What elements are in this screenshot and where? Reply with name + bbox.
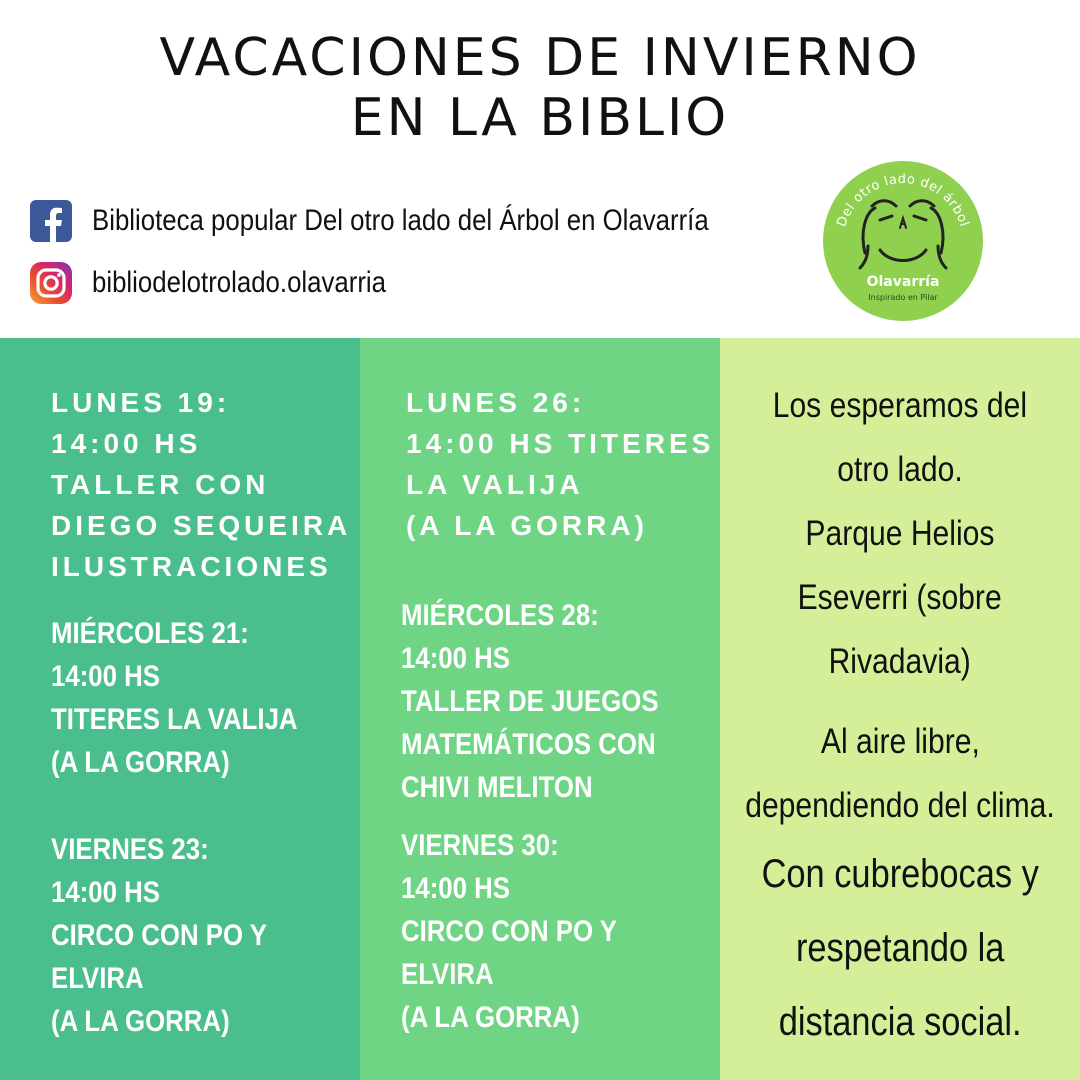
info-column xyxy=(720,338,1080,1080)
event-line: 14:00 HS xyxy=(401,872,511,905)
event-line: TALLER CON xyxy=(51,469,270,500)
event-line: (A LA GORRA) xyxy=(51,1005,230,1038)
event-line: TITERES LA VALIJA xyxy=(51,703,298,736)
event-miercoles-28 xyxy=(401,594,659,809)
instagram-row xyxy=(30,262,434,304)
event-line: 14:00 HS xyxy=(51,660,161,693)
event-line: 14:00 HS TITERES xyxy=(406,428,715,459)
info-line: dependiendo del clima. xyxy=(745,786,1055,825)
event-line: CHIVI MELITON xyxy=(401,771,593,804)
event-line: LUNES 19: xyxy=(51,387,231,418)
title-line-1: VACACIONES DE INVIERNO xyxy=(159,28,921,88)
event-line: DIEGO SEQUEIRA xyxy=(51,510,352,541)
event-line: (A LA GORRA) xyxy=(406,510,648,541)
event-line: VIERNES 23: xyxy=(51,833,209,866)
facebook-page-name: Biblioteca popular Del otro lado del Árbol en Olavarría xyxy=(92,204,709,237)
event-line: ILUSTRACIONES xyxy=(51,551,332,582)
event-line: ELVIRA xyxy=(51,962,144,995)
event-line: MATEMÁTICOS CON xyxy=(401,728,656,761)
event-line: (A LA GORRA) xyxy=(401,1001,580,1034)
event-line: (A LA GORRA) xyxy=(51,746,230,779)
info-line: distancia social. xyxy=(778,1000,1022,1044)
info-line: otro lado. xyxy=(837,450,963,489)
event-line: CIRCO CON PO Y xyxy=(401,915,617,948)
info-line: Rivadavia) xyxy=(828,642,972,681)
event-line: ELVIRA xyxy=(401,958,494,991)
info-line: respetando la xyxy=(795,926,1005,970)
info-line: Eseverri (sobre xyxy=(797,578,1003,617)
instagram-handle: bibliodelotrolado.olavarria xyxy=(92,266,387,299)
title-line-2: EN LA BIBLIO xyxy=(350,88,730,148)
week-2-column xyxy=(360,338,720,1080)
logo-subtitle: Inspirado en Pilar xyxy=(868,293,938,302)
logo-city: Olavarría xyxy=(866,274,940,290)
event-line: 14:00 HS xyxy=(51,428,202,459)
event-line: CIRCO CON PO Y xyxy=(51,919,267,952)
event-lunes-26 xyxy=(406,382,714,546)
library-logo xyxy=(820,158,986,324)
event-line: MIÉRCOLES 28: xyxy=(401,599,599,632)
event-line: MIÉRCOLES 21: xyxy=(51,617,249,650)
instagram-icon xyxy=(30,262,72,304)
info-line: Los esperamos del xyxy=(772,386,1028,425)
page-title xyxy=(0,28,1080,148)
facebook-icon xyxy=(30,200,72,242)
facebook-row xyxy=(30,200,809,242)
info-line: Parque Helios xyxy=(805,514,995,553)
event-line: 14:00 HS xyxy=(51,876,161,909)
event-line: LUNES 26: xyxy=(406,387,586,418)
week-1-column xyxy=(0,338,360,1080)
event-viernes-23 xyxy=(51,828,267,1043)
event-miercoles-21 xyxy=(51,612,298,784)
info-line: Con cubrebocas y xyxy=(761,852,1039,896)
event-line: LA VALIJA xyxy=(406,469,584,500)
event-line: 14:00 HS xyxy=(401,642,511,675)
event-lunes-19 xyxy=(51,382,351,587)
info-line: Al aire libre, xyxy=(820,722,980,761)
event-viernes-30 xyxy=(401,824,617,1039)
logo-arc-text: Del otro lado del árbol xyxy=(834,172,972,229)
event-line: TALLER DE JUEGOS xyxy=(401,685,659,718)
event-line: VIERNES 30: xyxy=(401,829,559,862)
